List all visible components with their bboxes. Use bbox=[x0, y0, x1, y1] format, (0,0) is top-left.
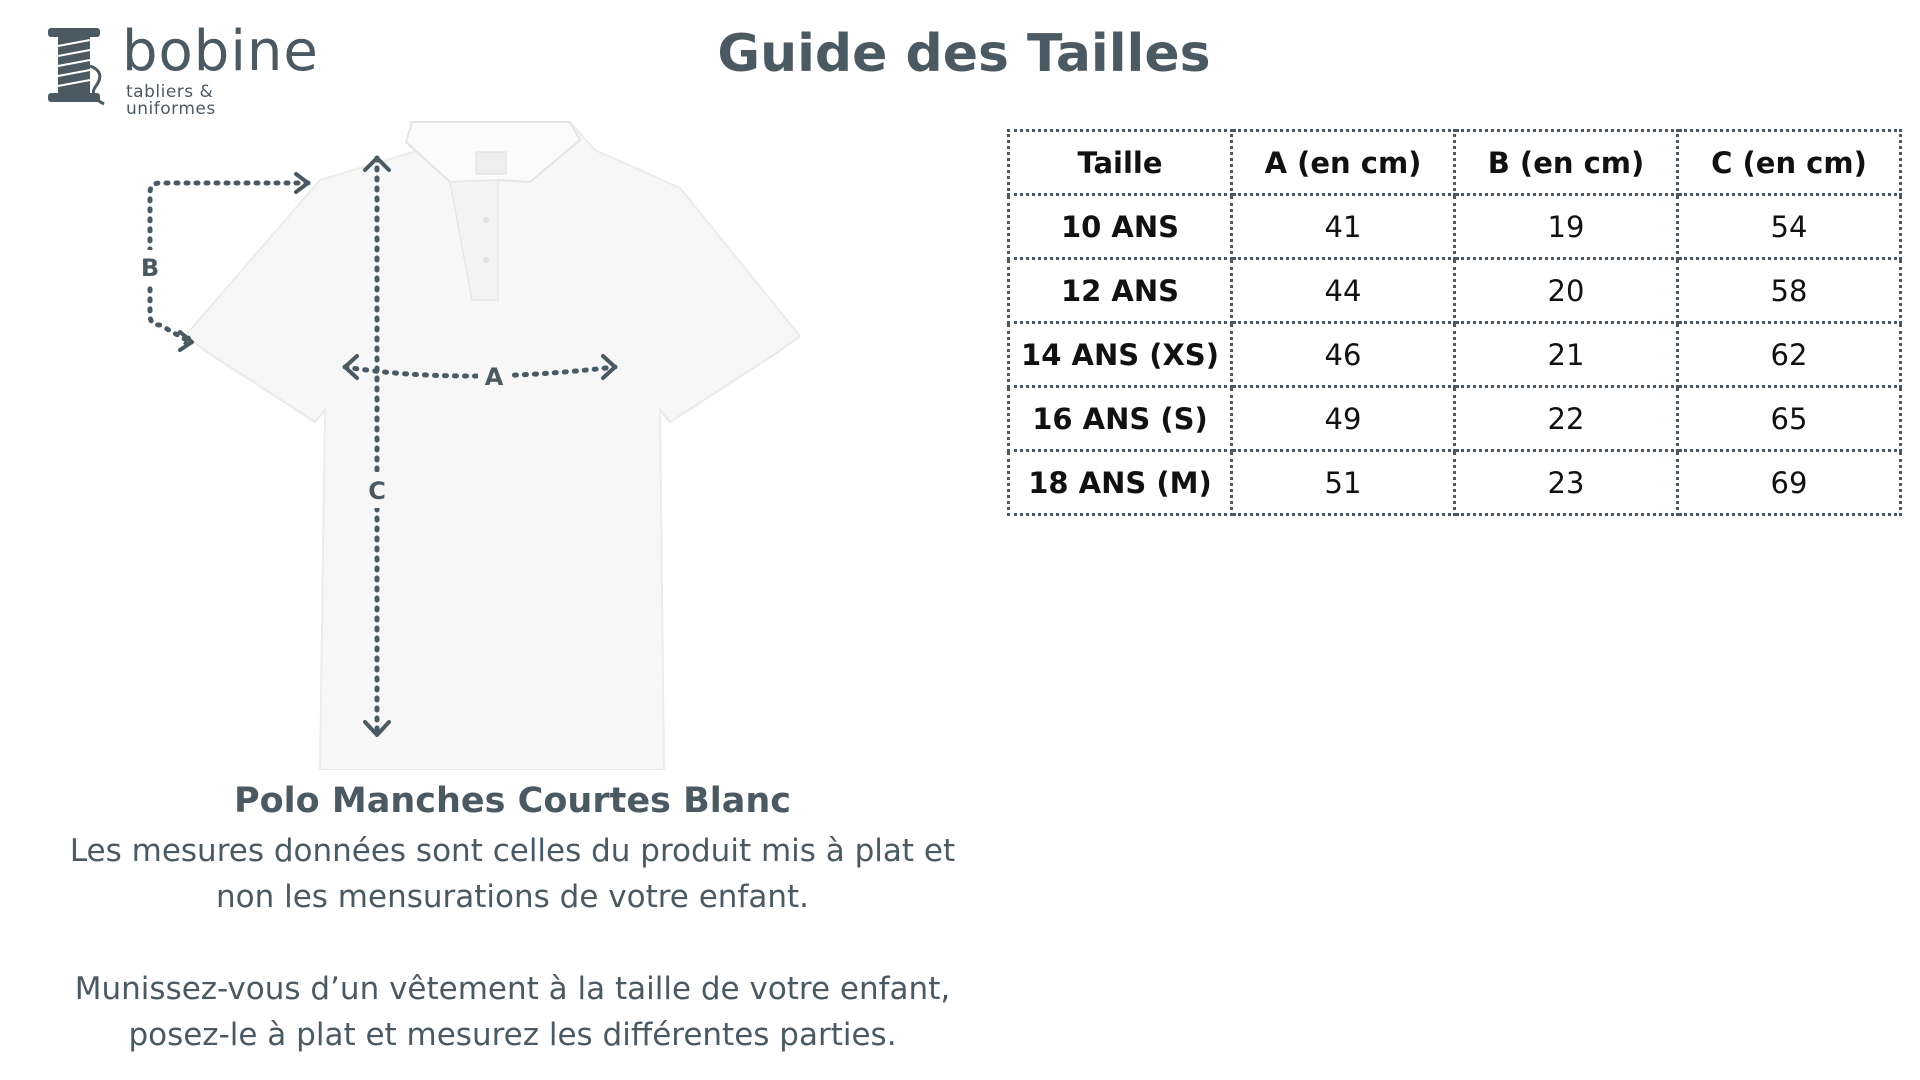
product-caption bbox=[20, 780, 1005, 1058]
measurement-instructions: Munissez-vous d’un vêtement à la taille de votre enfant, posez-le à plat et mesurez les différentes parties. bbox=[74, 971, 951, 1053]
measure-c-label: C bbox=[368, 477, 386, 505]
c-cell: 65 bbox=[1678, 387, 1901, 451]
a-cell: 49 bbox=[1232, 387, 1455, 451]
table-header-row bbox=[1009, 131, 1901, 195]
a-cell: 41 bbox=[1232, 195, 1455, 259]
size-cell: 14 ANS (XS) bbox=[1009, 323, 1232, 387]
size-cell: 10 ANS bbox=[1009, 195, 1232, 259]
b-cell: 21 bbox=[1455, 323, 1678, 387]
table-row bbox=[1009, 259, 1901, 323]
header-a: A (en cm) bbox=[1232, 131, 1455, 195]
brand-name: bobine bbox=[122, 19, 319, 84]
measure-a-label: A bbox=[484, 363, 504, 391]
c-cell: 54 bbox=[1678, 195, 1901, 259]
table-row bbox=[1009, 451, 1901, 515]
size-cell: 16 ANS (S) bbox=[1009, 387, 1232, 451]
measure-b-label: B bbox=[140, 254, 160, 282]
measurement-note: Les mesures données sont celles du produit mis à plat et non les mensurations de votre enfant. bbox=[69, 833, 956, 915]
header-b: B (en cm) bbox=[1455, 131, 1678, 195]
header-size: Taille bbox=[1009, 131, 1232, 195]
b-cell: 19 bbox=[1455, 195, 1678, 259]
brand-tagline: tabliers & uniformes bbox=[126, 82, 216, 119]
brand-logo bbox=[44, 19, 319, 119]
c-cell: 62 bbox=[1678, 323, 1901, 387]
size-table bbox=[1007, 129, 1902, 516]
table-row bbox=[1009, 387, 1901, 451]
a-cell: 44 bbox=[1232, 259, 1455, 323]
size-cell: 18 ANS (M) bbox=[1009, 451, 1232, 515]
size-cell: 12 ANS bbox=[1009, 259, 1232, 323]
c-cell: 69 bbox=[1678, 451, 1901, 515]
table-row bbox=[1009, 195, 1901, 259]
b-cell: 23 bbox=[1455, 451, 1678, 515]
c-cell: 58 bbox=[1678, 259, 1901, 323]
b-cell: 20 bbox=[1455, 259, 1678, 323]
product-name: Polo Manches Courtes Blanc bbox=[233, 781, 792, 821]
title-container bbox=[600, 26, 1328, 83]
thread-spool-icon bbox=[44, 26, 110, 106]
polo-diagram bbox=[120, 110, 840, 770]
a-cell: 46 bbox=[1232, 323, 1455, 387]
b-cell: 22 bbox=[1455, 387, 1678, 451]
polo-shirt-icon bbox=[185, 122, 800, 770]
table-row bbox=[1009, 323, 1901, 387]
a-cell: 51 bbox=[1232, 451, 1455, 515]
header-c: C (en cm) bbox=[1678, 131, 1901, 195]
page-title: Guide des Tailles bbox=[717, 24, 1211, 84]
